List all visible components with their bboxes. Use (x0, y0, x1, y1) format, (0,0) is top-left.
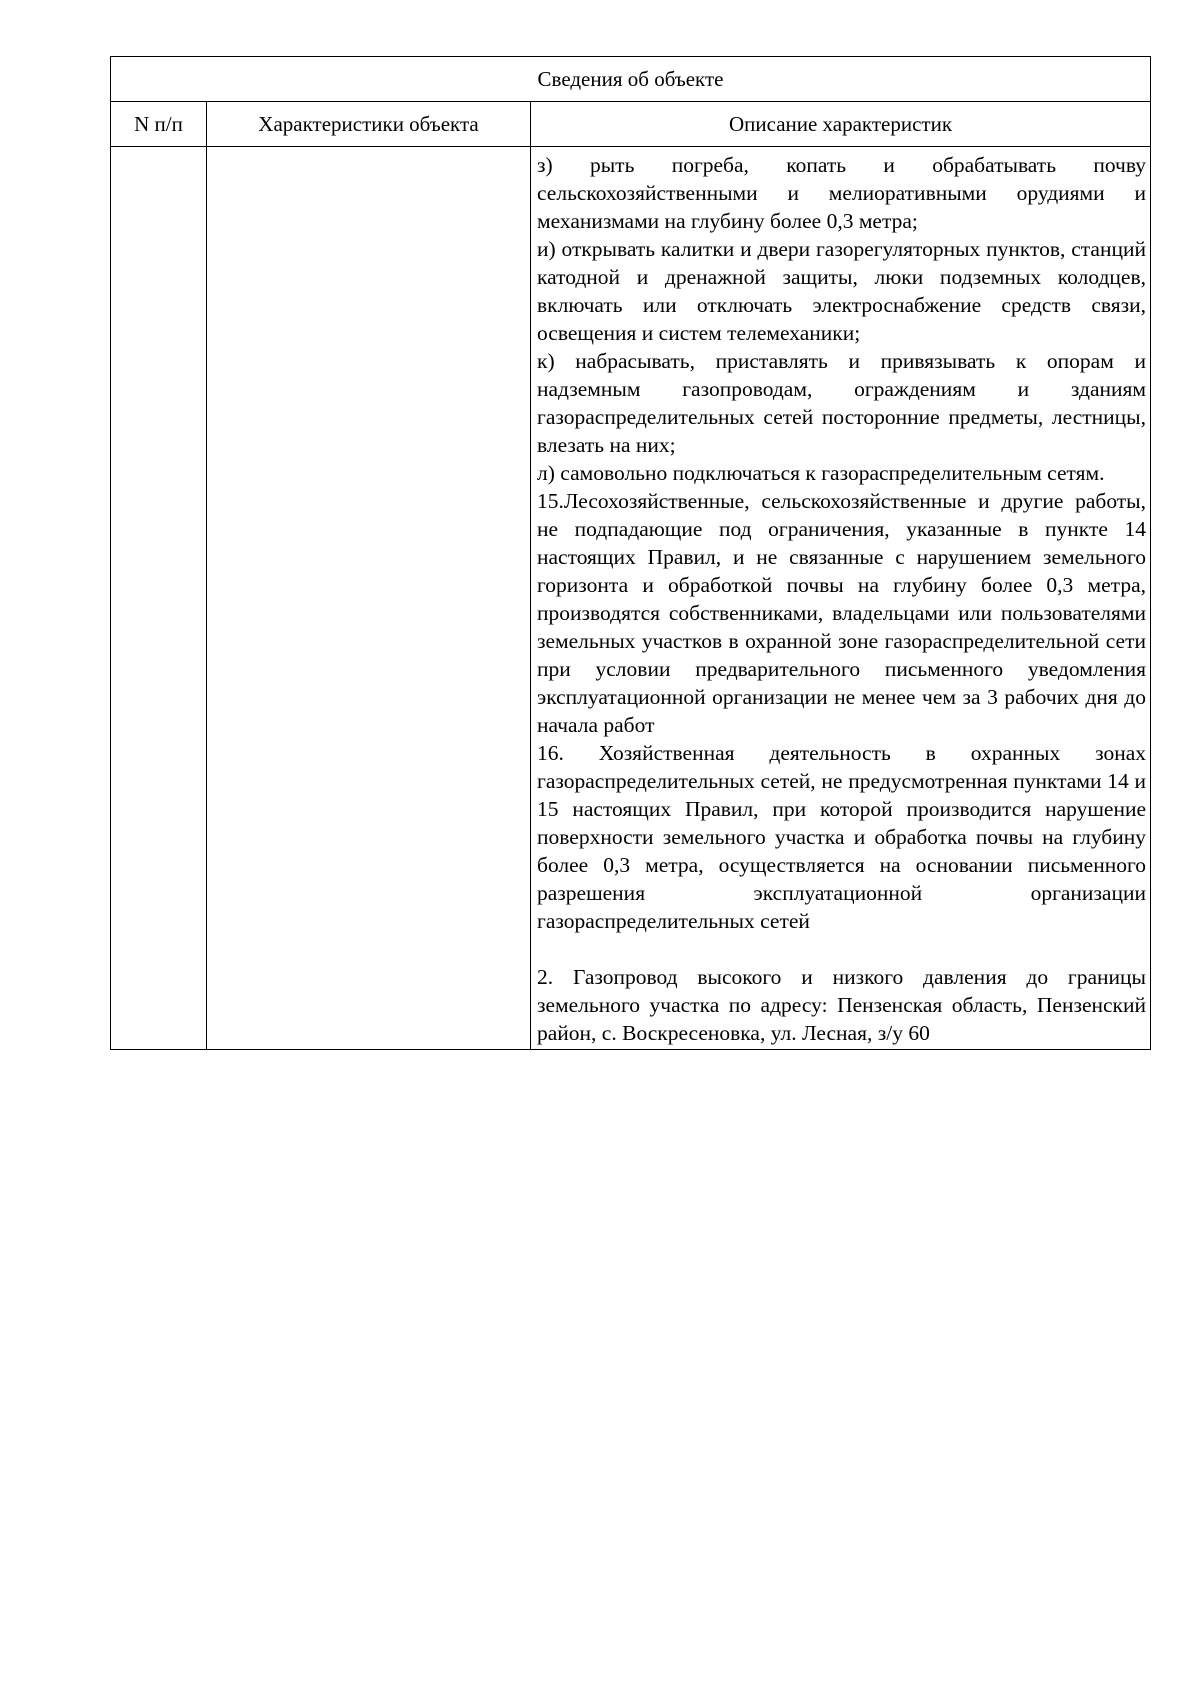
description-paragraph-k: к) набрасывать, приставлять и привязывать к опорам и надземным газопроводам, ограждениям и зданиям газораспределительных сетей посторонние предметы, лестницы, влезать на них; (537, 349, 1146, 457)
header-description: Описание характеристик (531, 102, 1151, 147)
table-header-row (111, 102, 1151, 147)
table-title-row (111, 57, 1151, 102)
header-number: N п/п (111, 102, 207, 147)
object-info-table (110, 56, 1151, 1050)
description-paragraph-z: з) рыть погреба, копать и обрабатывать почву сельскохозяйственными и мелиоративными орудиями и механизмами на глубину более 0,3 метра; (537, 153, 1146, 233)
table-row (111, 147, 1151, 1050)
description-paragraph-i: и) открывать калитки и двери газорегуляторных пунктов, станций катодной и дренажной защиты, люки подземных колодцев, включать или отключать электроснабжение средств связи, освещения и систем телемеханики; (537, 237, 1146, 345)
description-paragraph-object-2: 2. Газопровод высокого и низкого давления до границы земельного участка по адресу: Пензенская область, Пензенский район, с. Воскресеновка, ул. Лесная, з/у 60 (537, 965, 1146, 1045)
description-paragraph-l: л) самовольно подключаться к газораспределительным сетям. (537, 461, 1105, 485)
header-characteristics: Характеристики объекта (207, 102, 531, 147)
description-paragraph-16: 16. Хозяйственная деятельность в охранных зонах газораспределительных сетей, не предусмотренная пунктами 14 и 15 настоящих Правил, при которой производится нарушение поверхности земельного участка и обработка почвы на глубину более 0,3 метра, осуществляется на основании письменного разрешения эксплуатационной организации газораспределительных сетей (537, 741, 1146, 933)
table-title: Сведения об объекте (111, 57, 1151, 102)
description-paragraph-15: 15.Лесохозяйственные, сельскохозяйственные и другие работы, не подпадающие под ограничения, указанные в пункте 14 настоящих Правил, и не связанные с нарушением земельного горизонта и обработкой почвы на глубину более 0,3 метра, производятся собственниками, владельцами или пользователями земельных участков в охранной зоне газораспределительной сети при условии предварительного письменного уведомления эксплуатационной организации не менее чем за 3 рабочих дня до начала работ (537, 489, 1146, 737)
row-number-cell (111, 147, 207, 1050)
paragraph-spacer (537, 935, 1146, 963)
row-characteristics-cell (207, 147, 531, 1050)
row-description-cell (531, 147, 1151, 1050)
